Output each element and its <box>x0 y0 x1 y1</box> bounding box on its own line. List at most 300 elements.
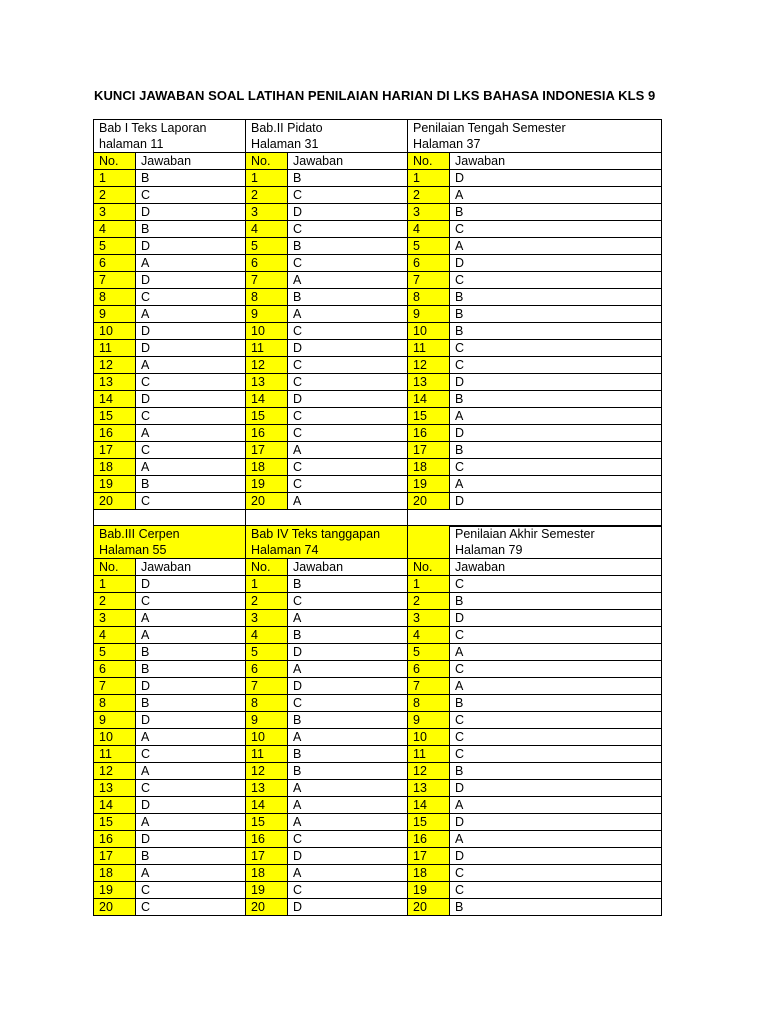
answer-row <box>94 255 662 272</box>
section-page: Halaman 37 <box>413 137 481 151</box>
answer-cell: C <box>136 746 246 763</box>
column-header-row <box>94 153 662 170</box>
question-number: 17 <box>94 848 136 865</box>
answer-cell: B <box>450 695 662 712</box>
answer-cell: B <box>450 442 662 459</box>
answer-cell: D <box>450 814 662 831</box>
question-number: 6 <box>94 255 136 272</box>
answer-cell: D <box>136 831 246 848</box>
answer-cell: D <box>136 712 246 729</box>
answer-cell: B <box>450 289 662 306</box>
question-number: 15 <box>94 408 136 425</box>
answer-cell: A <box>288 780 408 797</box>
question-number: 20 <box>94 493 136 510</box>
answer-cell: C <box>450 357 662 374</box>
spacer-cell <box>408 510 662 527</box>
question-number: 1 <box>246 576 288 593</box>
answer-row <box>94 848 662 865</box>
question-number: 12 <box>94 763 136 780</box>
section-page: Halaman 74 <box>251 543 319 557</box>
answer-cell: C <box>450 272 662 289</box>
answer-cell: D <box>450 780 662 797</box>
question-number: 20 <box>246 899 288 916</box>
answer-cell: B <box>288 289 408 306</box>
answer-cell: C <box>288 187 408 204</box>
answer-cell: B <box>136 695 246 712</box>
answer-cell: D <box>450 255 662 272</box>
answer-cell: D <box>136 576 246 593</box>
question-number: 3 <box>94 204 136 221</box>
question-number: 6 <box>408 255 450 272</box>
question-number: 2 <box>408 187 450 204</box>
answer-key-table-1 <box>93 119 662 527</box>
section-header-pts <box>408 120 662 153</box>
question-number: 9 <box>94 306 136 323</box>
answer-cell: D <box>136 391 246 408</box>
answer-row <box>94 289 662 306</box>
answer-cell: C <box>288 695 408 712</box>
answer-cell: A <box>288 729 408 746</box>
answer-cell: A <box>136 729 246 746</box>
answer-cell: A <box>288 797 408 814</box>
section-header-row <box>94 526 662 559</box>
section-page: halaman 11 <box>99 137 164 151</box>
answer-cell: B <box>288 712 408 729</box>
col-header-no: No. <box>246 559 288 576</box>
answer-cell: B <box>288 627 408 644</box>
question-number: 12 <box>94 357 136 374</box>
question-number: 16 <box>94 425 136 442</box>
question-number: 17 <box>94 442 136 459</box>
answer-row <box>94 170 662 187</box>
answer-cell: A <box>136 459 246 476</box>
question-number: 7 <box>246 272 288 289</box>
section-title: Bab.II Pidato <box>251 121 323 135</box>
answer-cell: C <box>136 780 246 797</box>
question-number: 9 <box>408 712 450 729</box>
answer-cell: A <box>136 865 246 882</box>
section-title: Penilaian Tengah Semester <box>413 121 566 135</box>
answer-row <box>94 425 662 442</box>
answer-row <box>94 187 662 204</box>
answer-row <box>94 459 662 476</box>
question-number: 5 <box>94 644 136 661</box>
answer-cell: C <box>136 187 246 204</box>
answer-cell: C <box>288 425 408 442</box>
question-number: 11 <box>94 340 136 357</box>
question-number: 9 <box>246 306 288 323</box>
section-header-bab-4 <box>246 526 408 559</box>
answer-cell: D <box>450 493 662 510</box>
answer-cell: A <box>136 306 246 323</box>
question-number: 14 <box>94 797 136 814</box>
answer-cell: A <box>288 442 408 459</box>
question-number: 11 <box>246 340 288 357</box>
section-header-bab-3 <box>94 526 246 559</box>
section-title: Bab IV Teks tanggapan <box>251 527 381 541</box>
answer-cell: C <box>288 459 408 476</box>
question-number: 11 <box>408 746 450 763</box>
answer-cell: A <box>288 865 408 882</box>
answer-cell: C <box>136 289 246 306</box>
answer-cell: C <box>288 221 408 238</box>
question-number: 15 <box>408 408 450 425</box>
question-number: 14 <box>246 797 288 814</box>
answer-row <box>94 340 662 357</box>
answer-row <box>94 272 662 289</box>
question-number: 1 <box>94 576 136 593</box>
answer-row <box>94 780 662 797</box>
question-number: 7 <box>94 272 136 289</box>
question-number: 13 <box>94 374 136 391</box>
answer-cell: A <box>450 831 662 848</box>
answer-row <box>94 899 662 916</box>
question-number: 14 <box>246 391 288 408</box>
page-title: KUNCI JAWABAN SOAL LATIHAN PENILAIAN HARIAN DI LKS BAHASA INDONESIA KLS 9 <box>94 88 656 103</box>
section-header-blank <box>408 526 450 559</box>
question-number: 15 <box>246 408 288 425</box>
col-header-no: No. <box>94 153 136 170</box>
answer-cell: C <box>288 831 408 848</box>
section-header-bab-1 <box>94 120 246 153</box>
section-title: Penilaian Akhir Semester <box>455 527 595 541</box>
answer-row <box>94 831 662 848</box>
answer-cell: B <box>288 746 408 763</box>
answer-row <box>94 306 662 323</box>
answer-row <box>94 408 662 425</box>
question-number: 8 <box>94 289 136 306</box>
question-number: 15 <box>246 814 288 831</box>
answer-row <box>94 442 662 459</box>
answer-cell: B <box>450 391 662 408</box>
answer-row <box>94 221 662 238</box>
answer-row <box>94 610 662 627</box>
section-page: Halaman 79 <box>455 543 523 557</box>
question-number: 3 <box>408 204 450 221</box>
answer-cell: A <box>288 661 408 678</box>
question-number: 14 <box>94 391 136 408</box>
col-header-no: No. <box>94 559 136 576</box>
answer-cell: C <box>288 476 408 493</box>
answer-row <box>94 729 662 746</box>
answer-cell: D <box>136 797 246 814</box>
question-number: 17 <box>246 848 288 865</box>
answer-cell: C <box>136 899 246 916</box>
answer-cell: A <box>450 678 662 695</box>
answer-cell: D <box>288 848 408 865</box>
col-header-answer: Jawaban <box>450 153 662 170</box>
question-number: 7 <box>94 678 136 695</box>
section-header-row <box>94 120 662 153</box>
answer-cell: C <box>136 408 246 425</box>
question-number: 11 <box>246 746 288 763</box>
question-number: 16 <box>246 831 288 848</box>
answer-cell: B <box>136 661 246 678</box>
answer-cell: A <box>450 187 662 204</box>
question-number: 20 <box>246 493 288 510</box>
question-number: 4 <box>94 221 136 238</box>
question-number: 16 <box>94 831 136 848</box>
question-number: 18 <box>246 459 288 476</box>
answer-cell: D <box>288 391 408 408</box>
question-number: 7 <box>246 678 288 695</box>
answer-cell: C <box>450 746 662 763</box>
answer-cell: B <box>450 593 662 610</box>
answer-cell: C <box>288 374 408 391</box>
answer-cell: C <box>450 882 662 899</box>
question-number: 6 <box>246 661 288 678</box>
answer-cell: D <box>450 374 662 391</box>
section-header-bab-2 <box>246 120 408 153</box>
answer-cell: B <box>136 170 246 187</box>
answer-row <box>94 238 662 255</box>
question-number: 1 <box>246 170 288 187</box>
answer-cell: D <box>450 170 662 187</box>
question-number: 19 <box>408 882 450 899</box>
answer-cell: C <box>450 340 662 357</box>
answer-cell: B <box>450 323 662 340</box>
answer-row <box>94 374 662 391</box>
answer-row <box>94 882 662 899</box>
question-number: 18 <box>408 865 450 882</box>
question-number: 6 <box>246 255 288 272</box>
question-number: 10 <box>408 729 450 746</box>
answer-cell: C <box>450 729 662 746</box>
question-number: 13 <box>408 780 450 797</box>
answer-row <box>94 576 662 593</box>
question-number: 10 <box>94 323 136 340</box>
col-header-answer: Jawaban <box>288 559 408 576</box>
question-number: 13 <box>246 780 288 797</box>
question-number: 5 <box>246 238 288 255</box>
question-number: 20 <box>408 899 450 916</box>
answer-cell: C <box>450 865 662 882</box>
answer-cell: C <box>136 493 246 510</box>
answer-cell: A <box>136 425 246 442</box>
question-number: 5 <box>246 644 288 661</box>
section-page: Halaman 31 <box>251 137 319 151</box>
answer-row <box>94 814 662 831</box>
question-number: 17 <box>408 442 450 459</box>
question-number: 8 <box>246 289 288 306</box>
question-number: 17 <box>246 442 288 459</box>
answer-cell: B <box>450 763 662 780</box>
answer-row <box>94 357 662 374</box>
question-number: 19 <box>94 882 136 899</box>
answer-row <box>94 746 662 763</box>
question-number: 14 <box>408 797 450 814</box>
answer-cell: C <box>450 459 662 476</box>
question-number: 3 <box>246 204 288 221</box>
column-header-row <box>94 559 662 576</box>
question-number: 4 <box>408 627 450 644</box>
answer-row <box>94 695 662 712</box>
question-number: 3 <box>408 610 450 627</box>
answer-cell: C <box>136 593 246 610</box>
section-title: Bab I Teks Laporan <box>99 121 207 135</box>
answer-cell: A <box>288 306 408 323</box>
answer-row <box>94 476 662 493</box>
answer-row <box>94 712 662 729</box>
answer-cell: A <box>136 357 246 374</box>
question-number: 5 <box>408 644 450 661</box>
question-number: 4 <box>408 221 450 238</box>
answer-cell: A <box>450 797 662 814</box>
question-number: 8 <box>246 695 288 712</box>
answer-cell: B <box>288 170 408 187</box>
question-number: 18 <box>408 459 450 476</box>
question-number: 2 <box>94 187 136 204</box>
answer-cell: B <box>288 763 408 780</box>
question-number: 15 <box>94 814 136 831</box>
question-number: 9 <box>94 712 136 729</box>
answer-cell: C <box>288 323 408 340</box>
answer-cell: D <box>136 238 246 255</box>
question-number: 4 <box>246 627 288 644</box>
answer-cell: C <box>288 255 408 272</box>
col-header-answer: Jawaban <box>136 153 246 170</box>
answer-cell: C <box>288 408 408 425</box>
col-header-answer: Jawaban <box>136 559 246 576</box>
answer-cell: A <box>288 272 408 289</box>
answer-cell: B <box>288 576 408 593</box>
question-number: 10 <box>246 323 288 340</box>
question-number: 13 <box>246 374 288 391</box>
answer-cell: B <box>450 204 662 221</box>
answer-cell: C <box>288 882 408 899</box>
answer-cell: D <box>136 204 246 221</box>
answer-cell: C <box>136 442 246 459</box>
answer-cell: C <box>288 593 408 610</box>
question-number: 12 <box>246 357 288 374</box>
col-header-no: No. <box>246 153 288 170</box>
question-number: 11 <box>94 746 136 763</box>
section-title: Bab.III Cerpen <box>99 527 180 541</box>
question-number: 2 <box>246 187 288 204</box>
question-number: 4 <box>246 221 288 238</box>
question-number: 12 <box>408 763 450 780</box>
answer-cell: A <box>450 476 662 493</box>
answer-cell: A <box>450 408 662 425</box>
question-number: 10 <box>408 323 450 340</box>
answer-cell: A <box>136 627 246 644</box>
col-header-no: No. <box>408 559 450 576</box>
answer-cell: D <box>288 644 408 661</box>
answer-cell: B <box>136 476 246 493</box>
answer-row <box>94 627 662 644</box>
question-number: 9 <box>246 712 288 729</box>
answer-cell: C <box>136 374 246 391</box>
question-number: 16 <box>246 425 288 442</box>
answer-cell: A <box>288 493 408 510</box>
answer-cell: B <box>136 848 246 865</box>
question-number: 16 <box>408 831 450 848</box>
answer-key-table-2 <box>93 525 662 916</box>
answer-cell: A <box>136 255 246 272</box>
answer-cell: C <box>450 627 662 644</box>
answer-row <box>94 391 662 408</box>
answer-cell: B <box>288 238 408 255</box>
answer-row <box>94 593 662 610</box>
question-number: 1 <box>94 170 136 187</box>
answer-cell: A <box>288 814 408 831</box>
question-number: 17 <box>408 848 450 865</box>
question-number: 19 <box>408 476 450 493</box>
answer-cell: A <box>450 238 662 255</box>
answer-cell: D <box>136 323 246 340</box>
question-number: 20 <box>408 493 450 510</box>
spacer-row <box>94 510 662 527</box>
section-header-pas <box>450 526 662 559</box>
question-number: 18 <box>94 459 136 476</box>
answer-cell: D <box>450 848 662 865</box>
question-number: 20 <box>94 899 136 916</box>
answer-cell: D <box>136 678 246 695</box>
answer-cell: A <box>288 610 408 627</box>
answer-cell: D <box>136 272 246 289</box>
answer-cell: C <box>136 882 246 899</box>
answer-cell: A <box>136 610 246 627</box>
question-number: 3 <box>94 610 136 627</box>
question-number: 8 <box>94 695 136 712</box>
spacer-cell <box>94 510 246 527</box>
question-number: 15 <box>408 814 450 831</box>
answer-row <box>94 493 662 510</box>
question-number: 18 <box>94 865 136 882</box>
question-number: 14 <box>408 391 450 408</box>
question-number: 12 <box>246 763 288 780</box>
answer-cell: D <box>136 340 246 357</box>
question-number: 19 <box>94 476 136 493</box>
answer-cell: D <box>450 610 662 627</box>
question-number: 6 <box>94 661 136 678</box>
col-header-answer: Jawaban <box>450 559 662 576</box>
question-number: 19 <box>246 476 288 493</box>
spacer-cell <box>246 510 408 527</box>
question-number: 4 <box>94 627 136 644</box>
col-header-answer: Jawaban <box>288 153 408 170</box>
answer-cell: D <box>288 678 408 695</box>
question-number: 5 <box>408 238 450 255</box>
col-header-no: No. <box>408 153 450 170</box>
question-number: 8 <box>408 289 450 306</box>
answer-cell: B <box>136 644 246 661</box>
question-number: 6 <box>408 661 450 678</box>
section-page: Halaman 55 <box>99 543 167 557</box>
answer-cell: A <box>450 644 662 661</box>
question-number: 2 <box>246 593 288 610</box>
question-number: 2 <box>94 593 136 610</box>
answer-row <box>94 204 662 221</box>
answer-cell: C <box>450 661 662 678</box>
answer-cell: C <box>288 357 408 374</box>
question-number: 3 <box>246 610 288 627</box>
answer-cell: D <box>288 899 408 916</box>
answer-row <box>94 323 662 340</box>
question-number: 16 <box>408 425 450 442</box>
answer-cell: C <box>450 712 662 729</box>
answer-cell: B <box>450 306 662 323</box>
answer-cell: D <box>450 425 662 442</box>
answer-cell: B <box>450 899 662 916</box>
question-number: 1 <box>408 576 450 593</box>
question-number: 13 <box>94 780 136 797</box>
answer-row <box>94 644 662 661</box>
answer-row <box>94 661 662 678</box>
question-number: 1 <box>408 170 450 187</box>
answer-cell: C <box>450 576 662 593</box>
question-number: 10 <box>94 729 136 746</box>
